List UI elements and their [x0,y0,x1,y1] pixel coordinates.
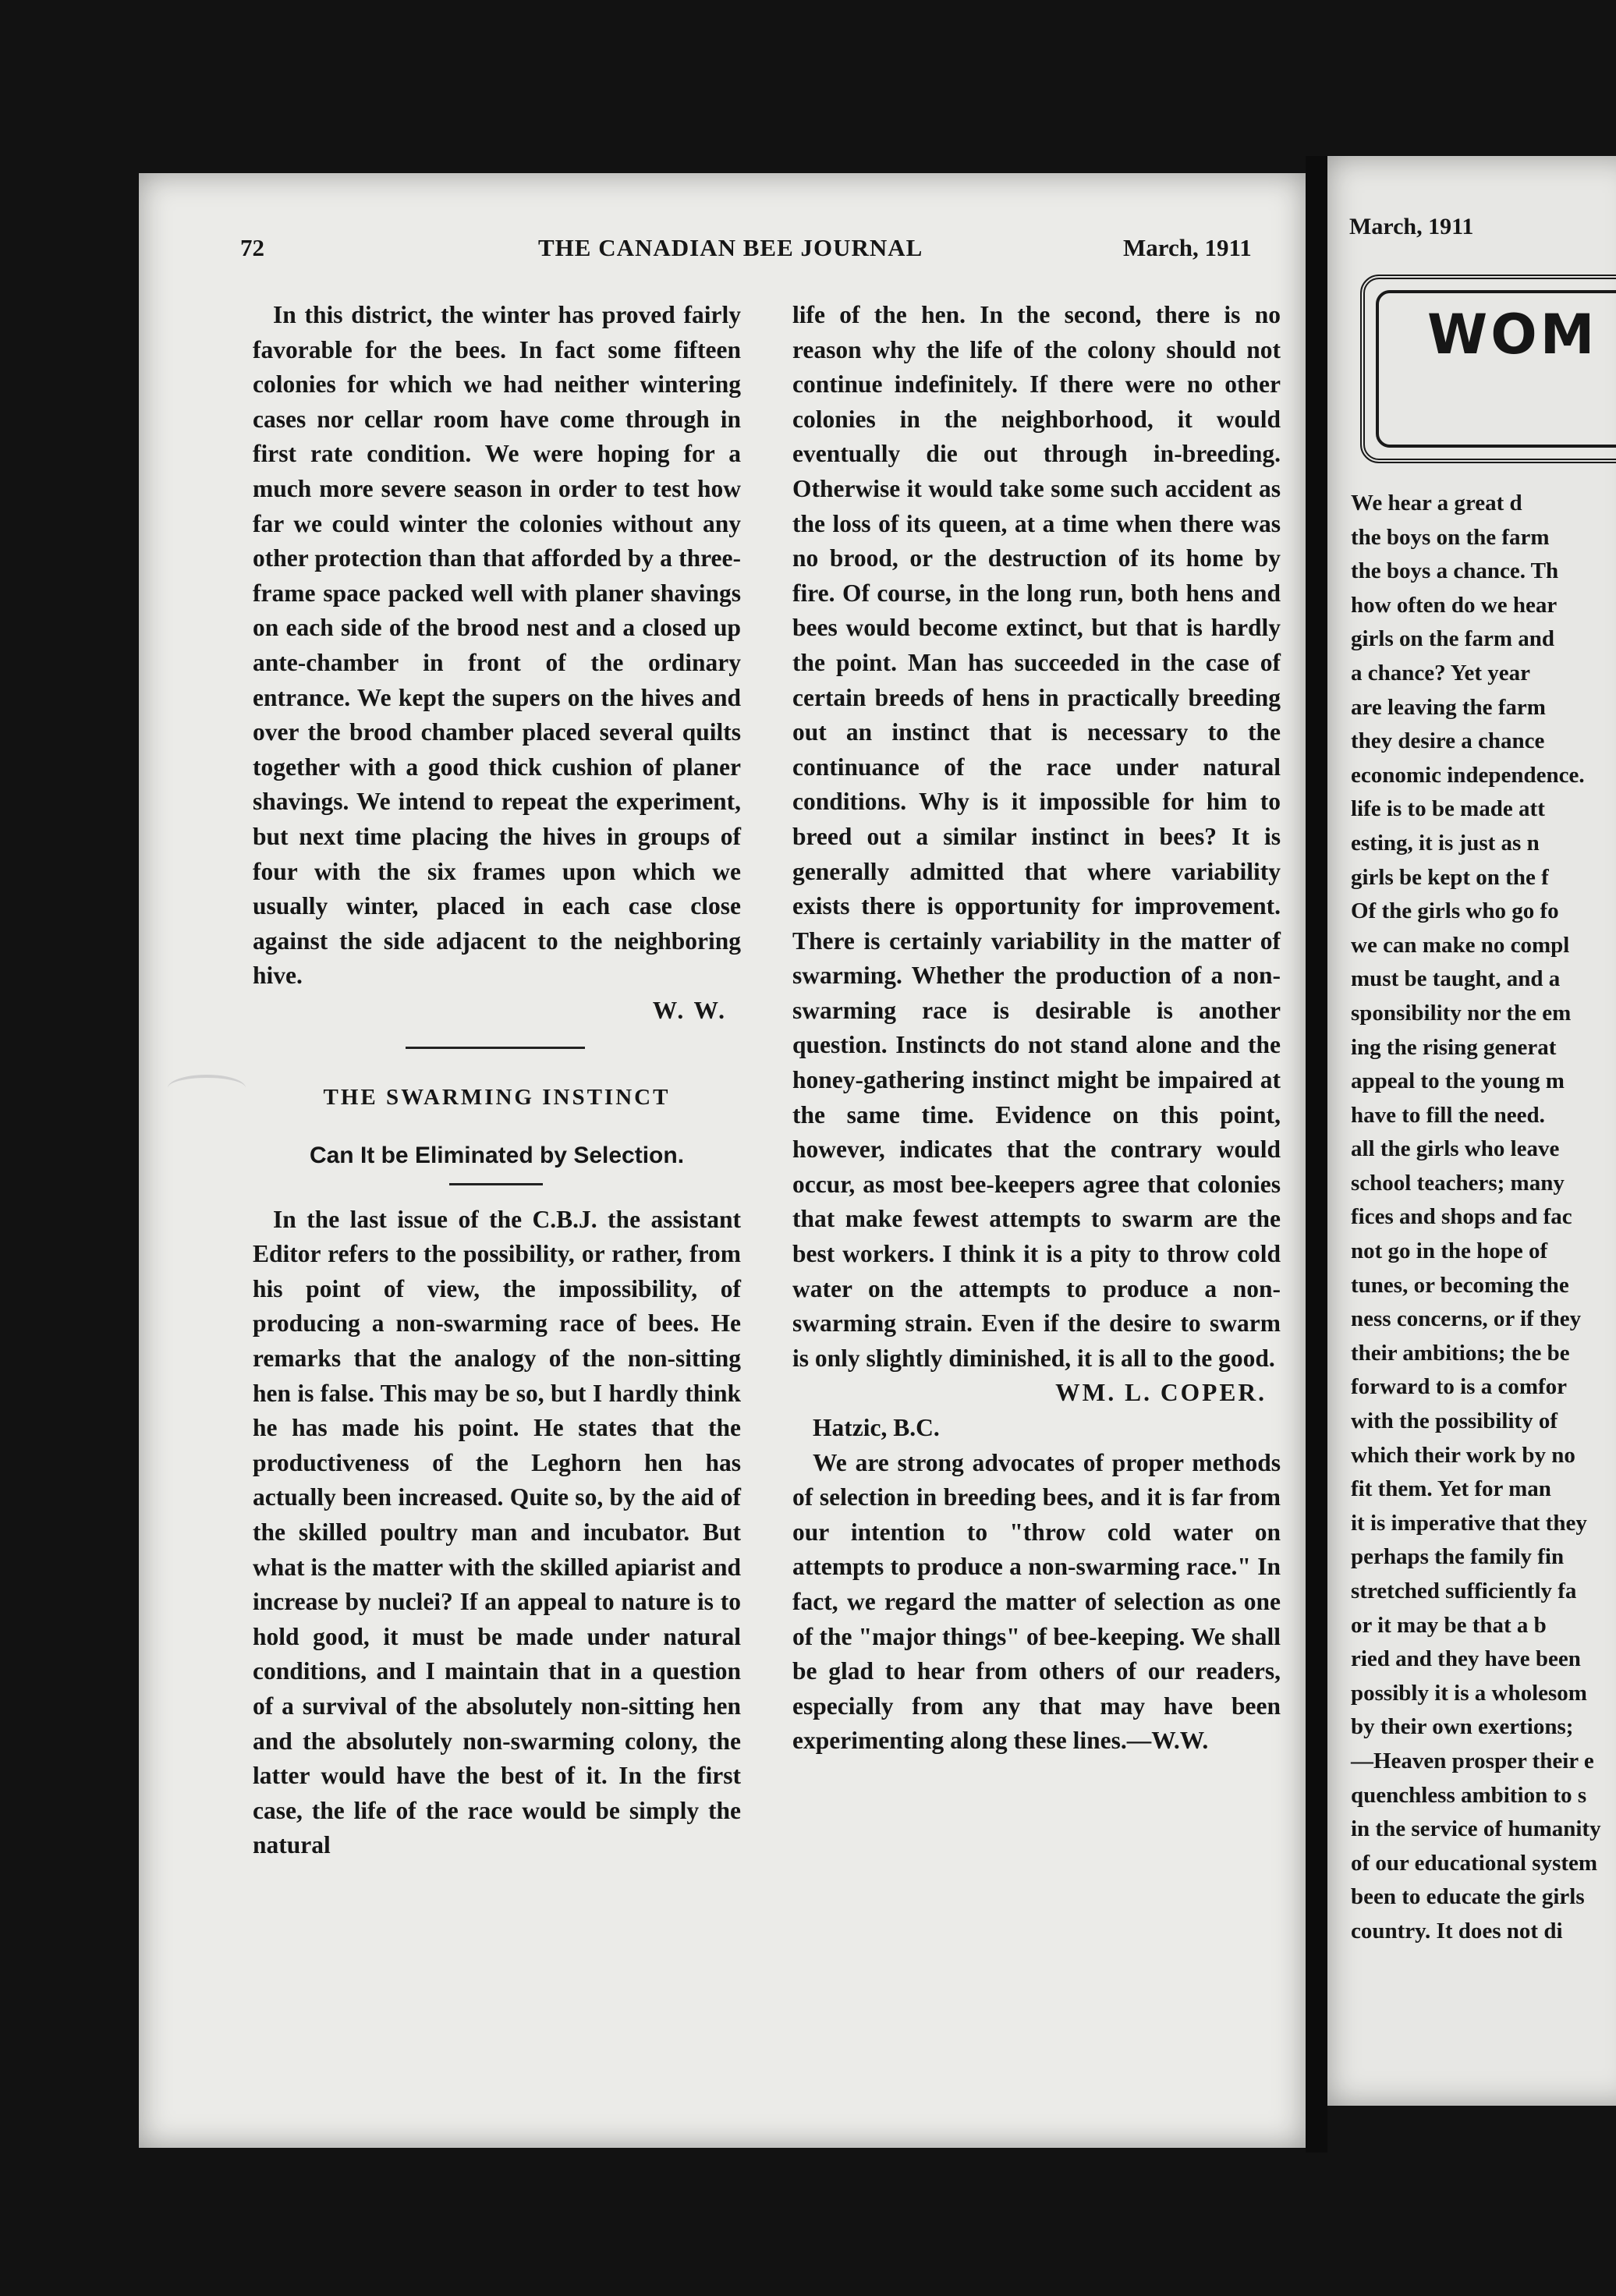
right-page-line: Of the girls who go fo [1351,898,1559,924]
section-divider [406,1047,585,1049]
right-page-line: which their work by no [1351,1442,1575,1468]
right-page-line: the boys on the farm [1351,524,1550,550]
right-page-line: fices and shops and fac [1351,1204,1572,1230]
right-page-line: in the service of humanity [1351,1816,1601,1842]
right-page-line: fit them. Yet for man [1351,1476,1551,1502]
right-page-line: been to educate the girls [1351,1884,1585,1910]
article-heading: THE SWARMING INSTINCT [323,1085,671,1111]
right-page-line: how often do we hear [1351,592,1558,618]
right-page-line: not go in the hope of [1351,1238,1548,1264]
right-page-column [1351,487,1616,1949]
editor-reply: We are strong advocates of proper methods of selection in breeding bees, and it is far from our intention to "throw cold water on attempts to produce a non-swarming race." In fact, we regard the matter of selection as one of the "major things" of bee-keeping. We shall be glad to hear from others of our readers, especially from any that may have been experimenting along these lines.—W.W. [792,1448,1281,1755]
right-page-date: March, 1911 [1349,214,1474,239]
right-page-line: by their own exertions; [1351,1714,1574,1740]
signature-coper: WM. L. COPER. [1055,1379,1267,1407]
right-page-line: life is to be made att [1351,796,1545,822]
right-page-line: it is imperative that they [1351,1510,1587,1536]
right-page [1327,156,1616,2106]
right-page-line: country. It does not di [1351,1918,1563,1943]
right-page-headline: WOM [1427,303,1598,367]
right-page-line: the boys a chance. Th [1351,558,1559,584]
right-page-line: We hear a great d [1351,491,1522,516]
right-page-line: stretched sufficiently fa [1351,1578,1577,1603]
right-page-line: girls be kept on the f [1351,864,1549,890]
column-left [253,298,741,1863]
right-page-line: quenchless ambition to s [1351,1782,1587,1808]
running-title: THE CANADIAN BEE JOURNAL [538,234,923,261]
right-page-line: ing the rising generat [1351,1034,1557,1060]
right-page-line: all the girls who leave [1351,1136,1560,1162]
right-page-line: appeal to the young m [1351,1068,1565,1094]
right-page-line: school teachers; many [1351,1170,1565,1196]
right-page-line: ness concerns, or if they [1351,1306,1582,1332]
right-page-line: sponsibility nor the em [1351,1000,1572,1026]
issue-date: March, 1911 [1123,234,1252,261]
right-page-line: tunes, or becoming the [1351,1272,1569,1298]
right-page-line: esting, it is just as n [1351,830,1540,856]
right-page-line: we can make no compl [1351,932,1570,958]
right-page-line: with the possibility of [1351,1408,1558,1434]
swarming-paragraph: In the last issue of the C.B.J. the assistant Editor refers to the possibility, or rather, from his point of view, the impossibility, of producing a non-swarming race of bees. He remarks that the analogy of the non-sitting hen is false. This may be so, but I hardly think he has made his point. He states that the productiveness of the Leghorn hen has actually been increased. Quite so, by the aid of the skilled poultry man and incubator. But what is the matter with the skilled apiarist and increase by nuclei? If an appeal to nature is to hold good, it must be made under natural conditions, and I maintain that in a question of a survival of the absolutely non-sitting hen and the absolutely non-swarming colony, the latter would have the best of it. In the first case, the life of the race would be simply the natural [253,1205,741,1859]
right-page-line: their ambitions; the be [1351,1340,1570,1366]
page-number: 72 [240,234,264,261]
article-subheading: Can It be Eliminated by Selection. [309,1143,685,1169]
right-page-line: they desire a chance [1351,728,1545,754]
right-page-line: possibly it is a wholesom [1351,1680,1587,1706]
right-page-line: perhaps the family fin [1351,1544,1565,1570]
right-page-line: forward to is a comfor [1351,1374,1568,1400]
headline-box [1360,275,1616,463]
right-page-line: —Heaven prosper their e [1351,1748,1594,1773]
wintering-paragraph: In this district, the winter has proved fairly favorable for the bees. In fact some fifteen colonies for which we had neither wintering cases nor cellar room have come through in first rate condition. We were hoping for a much more severe season in order to test how far we could winter the colonies without any other protection than that afforded by a three-frame space packed well with planer shavings on each side of the brood nest and a closed up ante-chamber in front of the ordinary entrance. We kept the supers on the hives and over the brood chamber placed several quilts together with a good thick cushion of planer shavings. We intend to repeat the experiment, but next time placing the hives in groups of four with the six frames upon which we usually winter, placed in each case close against the side adjacent to the neighboring hive. [253,301,741,990]
right-page-line: or it may be that a b [1351,1612,1547,1638]
place-line: Hatzic, B.C. [813,1414,940,1441]
book-gutter [1306,156,1327,2152]
right-page-line: of our educational system [1351,1850,1598,1876]
right-page-line: girls on the farm and [1351,626,1554,652]
left-page [139,173,1306,2148]
right-page-line: have to fill the need. [1351,1102,1545,1128]
right-page-line: ried and they have been [1351,1646,1581,1672]
right-page-line: must be taught, and a [1351,966,1561,992]
signature-ww: W. W. [652,996,727,1024]
margin-pencil-mark [168,1075,246,1101]
right-page-line: economic independence. [1351,762,1585,788]
column-right [792,298,1281,1759]
right-page-line: are leaving the farm [1351,694,1546,720]
right-page-line: a chance? Yet year [1351,660,1531,686]
continued-paragraph: life of the hen. In the second, there is no reason why the life of the colony should not continue indefinitely. If there were no other colonies in the neighborhood, it would eventually die out through in-breeding. Otherwise it would take some such accident as the loss of its queen, at a time when there was no brood, or the destruction of its home by fire. Of course, in the long run, both hens and bees would become extinct, but that is hardly the point. Man has succeeded in the case of certain breeds of hens in practically breeding out an instinct that is necessary to the continuance of the race under natural conditions. Why is it impossible for him to breed out a similar instinct in bees? It is generally admitted that where variability exists there is opportunity for improvement. There is certainly variability in the matter of swarming. Whether the production of a non-swarming race is desirable is another question. Instincts do not stand alone and the honey-gathering instinct might be impaired at the same time. Evidence on this point, however, indicates that the contrary would occur, as most bee-keepers agree that colonies that make fewest attempts to swarm are the best workers. I think it is a pity to throw cold water on the attempts to produce a non-swarming strain. Even if the desire to swarm is only slightly diminished, it is all to the good. [792,301,1281,1372]
